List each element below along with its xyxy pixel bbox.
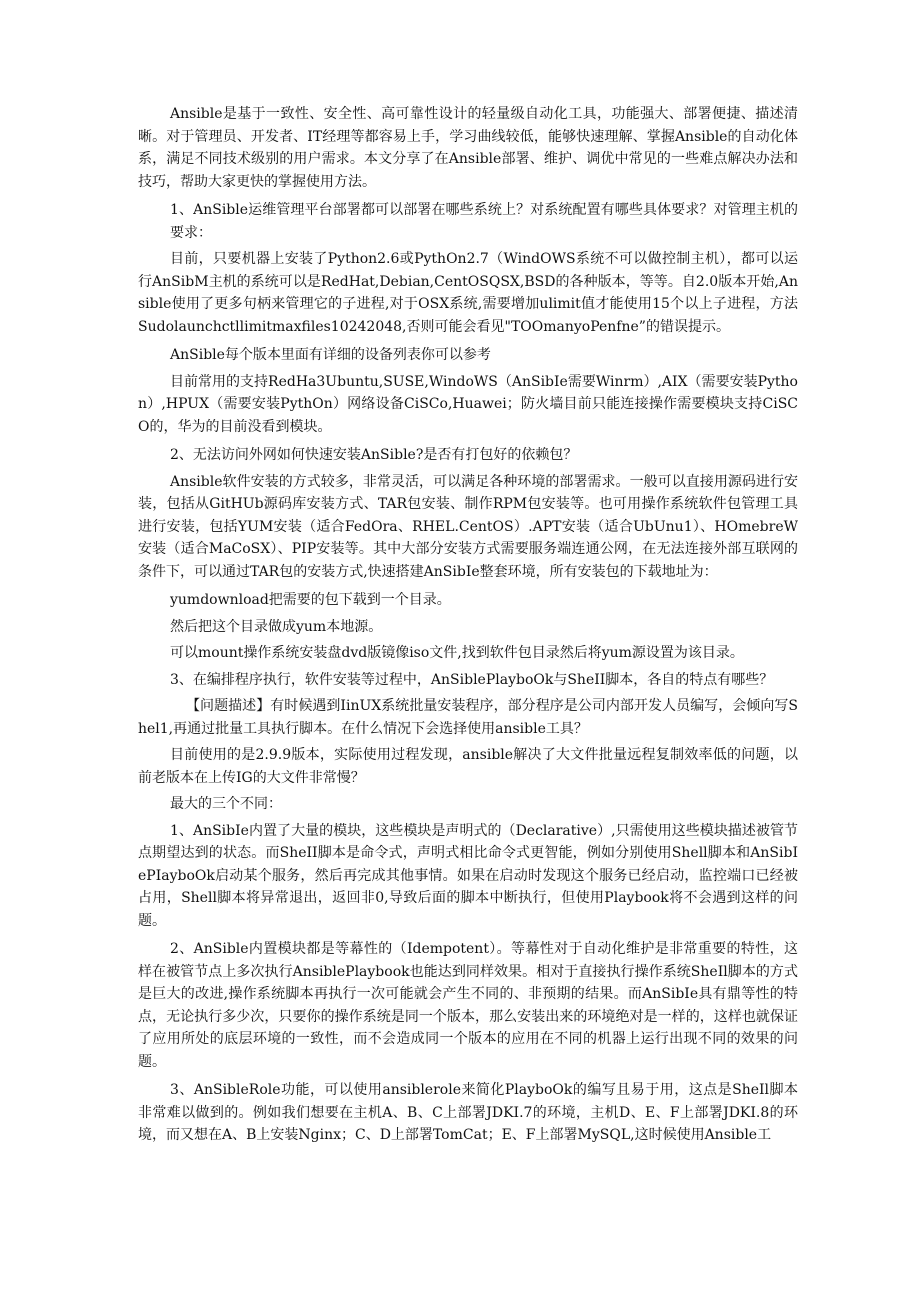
paragraph-device-list-note: AnSible每个版本里面有详细的设备列表你可以参考 <box>170 347 491 363</box>
paragraph-problem-description: 【问题描述】有时候遇到IinUX系统批量安装程序，部分程序是公司内部开发人员编写，会倾向写Shel1,再通过批量工具执行脚本。在什么情况下会选择使用ansible工具？ <box>138 698 798 737</box>
paragraph-supported-systems: 目前常用的支持RedHa3Ubuntu,SUSE,WindoWS（AnSibIe需要Winrm）,AIX（需要安装Python）,HPUX（需要安装PythOn）网络设备CiSCo,Huawei；防火墙目前只能连接操作需要模块支持CiSCO的，华为的目前没看到模块。 <box>138 373 798 435</box>
paragraph-yumdownload: yumdownload把需要的包下载到一个目录。 <box>170 592 451 608</box>
paragraph-difference-3: 3、AnSibleRole功能，可以使用ansiblerole来简化PlayboOk的编写且易于用，这点是SheIl脚本非常难以做到的。例如我们想要在主机A、B、C上部署JDKI.7的环境，主机D、E、F上部署JDKI.8的环境，而又想在A、B上安装Nginx；C、D上部署TomCat；E、F上部署MySQL,这时候使用Ansible工 <box>138 1082 798 1143</box>
paragraph-system-requirements: 目前，只要机器上安装了Python2.6或PythOn2.7（WindOWS系统不可以做控制主机），都可以运行AnSibM主机的系统可以是RedHat,Debian,CentOSQSX,BSD的各种版本，等等。自2.0版本开始,Ansible使用了更多句柄来管理它的子进程,对于OSX系统,需要增加ulimit值才能使用15个以上子进程，方法Sudolaunchctllimitmaxfiles10242048,否则可能会看见"TOOmanyoPenfne”的错误提示。 <box>138 251 798 335</box>
paragraph-mount-iso: 可以mount操作系统安装盘dvd版镜像iso文件,找到软件包目录然后将yum源设置为该目录。 <box>170 645 744 661</box>
paragraph-local-repo: 然后把这个目录做成yum本地源。 <box>170 618 383 635</box>
paragraph-difference-1: 1、AnSibIe内置了大量的模块，这些模块是声明式的（Declarative）,只需使用这些模块描述被管节点期望达到的状态。而SheII脚本是命令式，声明式相比命令式更智能，例如分别使用Shell脚本和AnSibIePIayboOk启动某个服务，然后再完成其他事情。如果在启动时发现这个服务已经启动，监控端口已经被占用，Shell脚本将异常退出，返回非0,导致后面的脚本中断执行，但使用Playbook将不会遇到这样的问题。 <box>138 822 798 929</box>
question-3-heading: 3、在编排程序执行，软件安装等过程中，AnSiblePlayboOk与SheII脚本，各自的特点有哪些？ <box>170 671 774 688</box>
paragraph-version-note: 目前使用的是2.9.9版本，实际使用过程发现，ansible解决了大文件批量远程复制效率低的问题，以前老版本在上传IG的大文件非常慢？ <box>138 747 798 786</box>
paragraph-difference-2: 2、AnSible内置模块都是等幕性的（Idempotent）。等幕性对于自动化维护是非常重要的特性，这样在被管节点上多次执行AnsiblePlaybook也能达到同样效果。相对于直接执行操作系统SheIl脚本的方式是巨大的改进,操作系统脚本再执行一次可能就会产生不同的、非预期的结果。而AnSibIe具有鼎等性的特点，无论执行多少次，只要你的操作系统是同一个版本，那么安装出来的环境绝对是一样的，这样也就保证了应用所处的底层环境的一致性，而不会造成同一个版本的应用在不同的机器上运行出现不同的效果的问题。 <box>138 941 798 1070</box>
paragraph-three-differences: 最大的三个不同： <box>170 796 282 812</box>
question-1-heading: 1、AnSible运维管理平台部署都可以部署在哪些系统上？对系统配置有哪些具体要求？对管理主机的要求： <box>170 202 798 241</box>
question-2-heading: 2、无法访问外网如何快速安装AnSible?是否有打包好的依赖包？ <box>170 447 578 463</box>
paragraph-intro: Ansible是基于一致性、安全性、高可靠性设计的轻量级自动化工具，功能强大、部署便捷、描述清晰。对于管理员、开发者、IT经理等都容易上手，学习曲线较低，能够快速理解、掌握Ansible的自动化体系，满足不同技术级别的用户需求。本文分享了在Ansible部署、维护、调优中常见的一些难点解决办法和技巧，帮助大家更快的掌握使用方法。 <box>138 106 798 190</box>
document-body <box>138 103 798 1147</box>
paragraph-install-methods: Ansible软件安装的方式较多，非常灵活，可以满足各种环境的部署需求。一般可以直接用源码进行安装，包括从GitHUb源码库安装方式、TAR包安装、制作RPM包安装等。也可用操作系统软件包管理工具进行安装，包括YUM安装（适合FedOra、RHEL.CentOS）.APT安装（适合UbUnu1）、HOmebreW安装（适合MaCoSX）、PIP安装等。其中大部分安装方式需要服务端连通公网，在无法连接外部互联网的条件下，可以通过TAR包的安装方式,快速搭建AnSibIe整套环境，所有安装包的下载地址为： <box>138 473 798 580</box>
